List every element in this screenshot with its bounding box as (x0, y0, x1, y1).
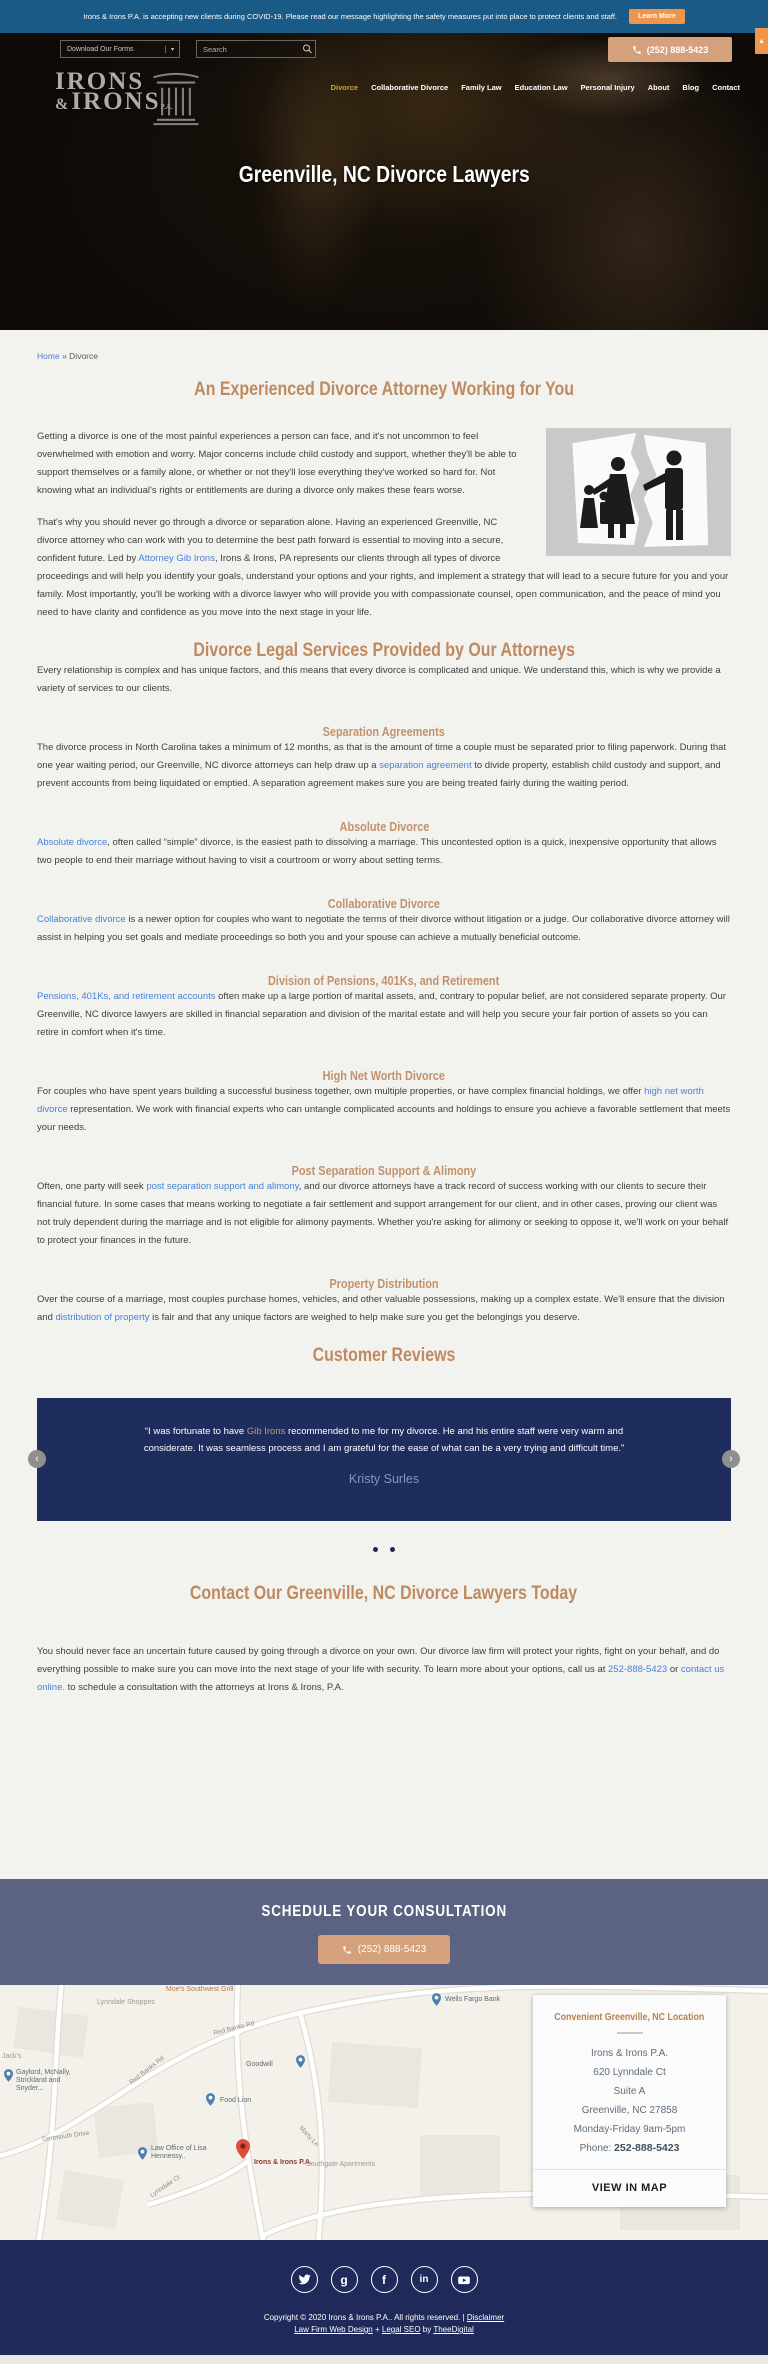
intro-section (37, 428, 731, 622)
review-quote: “I was fortunate to have Gib Irons recommended to me for my divorce. He and his entire staff were very warm and considerate. It was seamless process and I am grateful for the ease of what can be a very trying and difficult time.” (143, 1426, 625, 1454)
map-label: Goodwill (246, 2061, 273, 2068)
map-label: Wells Fargo Bank (445, 1996, 501, 2003)
agency-link[interactable]: TheeDigital (433, 2325, 474, 2334)
torn-family-photo-image (546, 428, 731, 556)
contact-heading: Contact Our Greenville, NC Divorce Lawyers Today (190, 1583, 578, 1604)
intro-paragraph-2: That's why you should never go through a divorce or separation alone. Having an experienced Greenville, NC divorce attorney who can work with you to determine the best path forward is essential to moving into a secure, confident future. Led by Attorney Gib Irons, Irons & Irons, PA represents our clients through all types of divorce proceedings and will help you identify your goals, understand your options and your rights, and implement a strategy that will lead to a secure future for you and your family. Most importantly, you'll be working with a divorce lawyer who will provide you with compassionate counsel, open communication, and the peace of mind you need to have clarity and confidence as you move into the next stage in your life. (37, 517, 729, 618)
nav-family-law[interactable]: Family Law (461, 83, 502, 92)
download-forms-dropdown[interactable]: Download Our Forms ▾ (60, 40, 180, 58)
service-paragraph: Often, one party will seek post separation support and alimony, and our divorce attorneys have a track record of success working with our clients to secure their financial future. In some cases that means working to negotiate a fair settlement and support arrangement for our client, and in other cases, proving our client was not truly dependent during the marriage and is not eligible for alimony payments. Whether you're asking for alimony or seeking to oppose it, we'll work on your behalf to protect your finances in the future. (37, 1181, 729, 1246)
service-paragraph: For couples who have spent years building a successful business together, own multiple properties, or have complex financial holdings, we offer high net worth divorce representation. We work with financial experts who can untangle complicated accounts and holdings to ensure you achieve a favorable settlement that meets your needs. (37, 1086, 731, 1133)
covid-message: Irons & Irons P.A. is accepting new clients during COVID-19. Please read our message highlighting the safety measures put into place to protect clients and staff. (83, 12, 618, 21)
breadcrumb-home-link[interactable]: Home (37, 351, 60, 361)
alimony-link[interactable]: post separation support and alimony (146, 1181, 299, 1192)
hero-banner (0, 33, 768, 330)
map-label: Gaylord, McNally, Strickland and Snyder... (16, 2069, 71, 2092)
property-distribution-link[interactable]: distribution of property (55, 1312, 150, 1323)
service-heading-high-net-worth: High Net Worth Divorce (322, 1068, 446, 1083)
search-icon[interactable] (300, 43, 315, 55)
main-content (0, 330, 768, 1879)
service-heading-pensions: Division of Pensions, 401Ks, and Retirement (268, 973, 500, 988)
learn-more-button[interactable]: Learn More (629, 9, 685, 24)
service-paragraph: Collaborative divorce is a newer option for couples who want to negotiate the terms of their divorce without litigation or a judge. Our collaborative divorce attorney will assist in helping you set goals and mediate proceedings so both you and your spouse can achieve a mutually beneficial outcome. (37, 914, 730, 943)
map-label: Irons & Irons P.A. (254, 2159, 312, 2166)
carousel-dot-2[interactable] (390, 1547, 395, 1552)
location-hours: Monday-Friday 9am-5pm (573, 2124, 686, 2135)
view-in-map-button[interactable]: VIEW IN MAP (533, 2169, 726, 2207)
service-heading-alimony: Post Separation Support & Alimony (291, 1163, 477, 1178)
services-intro: Every relationship is complex and has unique factors, and this means that every divorce is complicated and unique. We understand this, which is why we provide a variety of services to our clients. (37, 665, 721, 694)
map-pin-icon[interactable] (4, 2069, 13, 2082)
map-label: Lynndale Shoppes (97, 1999, 155, 2006)
bottom-strip (0, 2355, 768, 2364)
reviews-heading: Customer Reviews (312, 1345, 456, 1366)
web-design-link[interactable]: Law Firm Web Design (294, 2325, 373, 2334)
breadcrumb-current: Divorce (69, 351, 98, 361)
map-label: Dartmouth Drive (41, 2129, 90, 2144)
footer (0, 2240, 768, 2355)
map-label: Southgate Apartments (306, 2161, 376, 2168)
nav-about[interactable]: About (647, 83, 670, 92)
contact-paragraph: You should never face an uncertain future caused by going through a divorce on your own. Our divorce law firm will protect your rights, fight on your behalf, and do everything possible to make sure you can move into the next stage of your life with security. To learn more about your options, call us at 252-888-5423 or contact us online. to schedule a consultation with the attorneys at Irons & Irons, P.A. (37, 1646, 725, 1693)
attorney-gib-irons-link[interactable]: Attorney Gib Irons (138, 553, 215, 564)
pensions-link[interactable]: Pensions, 401Ks, and retirement accounts (37, 991, 216, 1002)
map-label: Law Office of Lisa Hennessy.. (151, 2145, 207, 2160)
divider (617, 2032, 643, 2034)
phone-icon (342, 1945, 352, 1955)
page-title: Greenville, NC Divorce Lawyers (238, 161, 530, 187)
map-pin-icon[interactable] (138, 2147, 147, 2160)
separation-agreement-link[interactable]: separation agreement (379, 760, 472, 771)
chevron-down-icon: ▾ (165, 46, 179, 53)
high-net-worth-link[interactable]: high net worth divorce (37, 1086, 704, 1115)
linkedin-icon[interactable]: in (411, 2266, 438, 2293)
breadcrumb (37, 330, 731, 361)
location-map[interactable] (0, 1985, 768, 2240)
collaborative-divorce-link[interactable]: Collaborative divorce (37, 914, 126, 925)
nav-collaborative-divorce[interactable]: Collaborative Divorce (371, 83, 449, 92)
map-label: Jack's (2, 2053, 22, 2060)
search-box (196, 40, 316, 58)
youtube-icon[interactable] (451, 2266, 478, 2293)
schedule-phone-button[interactable]: (252) 888-5423 (318, 1935, 450, 1964)
phone-icon (632, 45, 642, 55)
main-navigation (330, 83, 740, 92)
carousel-next-button[interactable]: › (722, 1450, 740, 1468)
absolute-divorce-link[interactable]: Absolute divorce (37, 837, 108, 848)
copyright: Copyright © 2020 Irons & Irons P.A.. All rights reserved. | Disclaimer Law Firm Web Design + Legal SEO by TheeDigital (263, 2313, 505, 2334)
intro-heading: An Experienced Divorce Attorney Working for You (194, 379, 574, 400)
location-card (533, 1995, 726, 2207)
search-input[interactable] (197, 45, 300, 54)
service-paragraph: Absolute divorce, often called “simple” divorce, is the easiest path to dissolving a marriage. This uncontested option is a quick, inexpensive opportunity that allows two people to end their marriage without having to visit a courtroom or worry about setting terms. (37, 837, 717, 866)
schedule-heading: SCHEDULE YOUR CONSULTATION (261, 1903, 507, 1920)
reviewer-name: Kristy Surles (348, 1472, 420, 1486)
chevron-up-icon: ▲ (758, 37, 765, 45)
nav-divorce[interactable]: Divorce (330, 83, 359, 92)
schedule-section (0, 1879, 768, 1985)
service-heading-absolute: Absolute Divorce (339, 819, 429, 834)
service-paragraph: Pensions, 401Ks, and retirement accounts often make up a large portion of marital assets, and, contrary to popular belief, are not considered separate property. Our Greenville, NC divorce lawyers are skilled in financial separation and division of the marital estate and will help you secure your fair portion of assets so you can retire in comfort when it's time. (37, 991, 726, 1038)
intro-paragraph-1: Getting a divorce is one of the most painful experiences a person can face, and it's not uncommon to feel overwhelmed with emotion and worry. Major concerns include child custody and support, whether they'll be able to support themselves or a family alone, or whether or not they'll lose everything they've worked so hard for. Not knowing what an individual's rights or entitlements are during a divorce only makes these fears worse. (37, 431, 517, 496)
service-heading-property: Property Distribution (329, 1276, 439, 1291)
carousel-prev-button[interactable]: ‹ (28, 1450, 46, 1468)
location-line: Irons & Irons P.A. (590, 2048, 669, 2059)
map-label: Moe's Southwest Grill (166, 1986, 234, 1993)
google-icon[interactable]: g (331, 2266, 358, 2293)
covid-banner (0, 0, 768, 33)
location-phone: Phone: 252-888-5423 (579, 2142, 680, 2154)
service-paragraph: Over the course of a marriage, most couples purchase homes, vehicles, and other valuable possessions, making up a complex estate. We'll ensure that the division and distribution of property is fair and that any unique factors are weighed to help make sure you get the belongings you deserve. (37, 1294, 725, 1323)
column-icon (150, 72, 202, 126)
map-pin-icon[interactable] (206, 2093, 215, 2106)
map-label: Red Banks Rd (128, 2054, 166, 2087)
service-heading-separation: Separation Agreements (322, 724, 446, 739)
red-location-pin-icon[interactable] (236, 2139, 250, 2159)
gib-irons-link[interactable]: Gib Irons (246, 1426, 286, 1437)
services-heading: Divorce Legal Services Provided by Our Attorneys (193, 640, 575, 661)
nav-blog[interactable]: Blog (682, 83, 700, 92)
map-label: Red Banks Rd (212, 2020, 256, 2037)
contact-online-link[interactable]: contact us online. (37, 1664, 725, 1693)
carousel-dot-1[interactable] (373, 1547, 378, 1552)
facebook-icon[interactable]: f (371, 2266, 398, 2293)
firm-logo[interactable]: IRONS &IRONSP.A. (55, 70, 173, 118)
nav-personal-injury[interactable]: Personal Injury (580, 83, 635, 92)
phone-number-link[interactable]: 252-888-5423 (608, 1664, 668, 1675)
twitter-icon[interactable] (291, 2266, 318, 2293)
map-label: Lynndale Ct (148, 2173, 182, 2200)
nav-contact[interactable]: Contact (712, 83, 740, 92)
map-pin-icon[interactable] (432, 1993, 441, 2006)
map-pin-icon[interactable] (296, 2055, 305, 2068)
review-carousel (37, 1398, 731, 1521)
legal-seo-link[interactable]: Legal SEO (381, 2325, 421, 2334)
map-label: Food Lion (220, 2097, 252, 2104)
location-card-title: Convenient Greenville, NC Location (554, 2011, 705, 2023)
nav-education-law[interactable]: Education Law (514, 83, 568, 92)
social-links (0, 2266, 768, 2293)
location-line: 620 Lynndale Ct (593, 2067, 666, 2078)
map-label: Marty Ln (297, 2124, 320, 2149)
service-heading-collaborative: Collaborative Divorce (327, 896, 441, 911)
header-phone-button[interactable]: (252) 888-5423 (608, 37, 732, 62)
service-paragraph: The divorce process in North Carolina takes a minimum of 12 months, as that is the amount of time a couple must be separated prior to filing paperwork. During that one year waiting period, our Greenville, NC divorce attorneys can help draw up a separation agreement to divide property, establish child custody and support, and prevent accounts from being liquidated or emptied. A separation agreement makes sure you are being treated fairly during the waiting period. (37, 742, 727, 789)
carousel-dots (37, 1539, 731, 1557)
disclaimer-link[interactable]: Disclaimer (466, 2313, 505, 2322)
location-line: Greenville, NC 27858 (581, 2105, 678, 2116)
location-line: Suite A (613, 2086, 646, 2097)
widget-tab[interactable] (755, 28, 768, 54)
breadcrumb-separator: » (62, 351, 67, 361)
